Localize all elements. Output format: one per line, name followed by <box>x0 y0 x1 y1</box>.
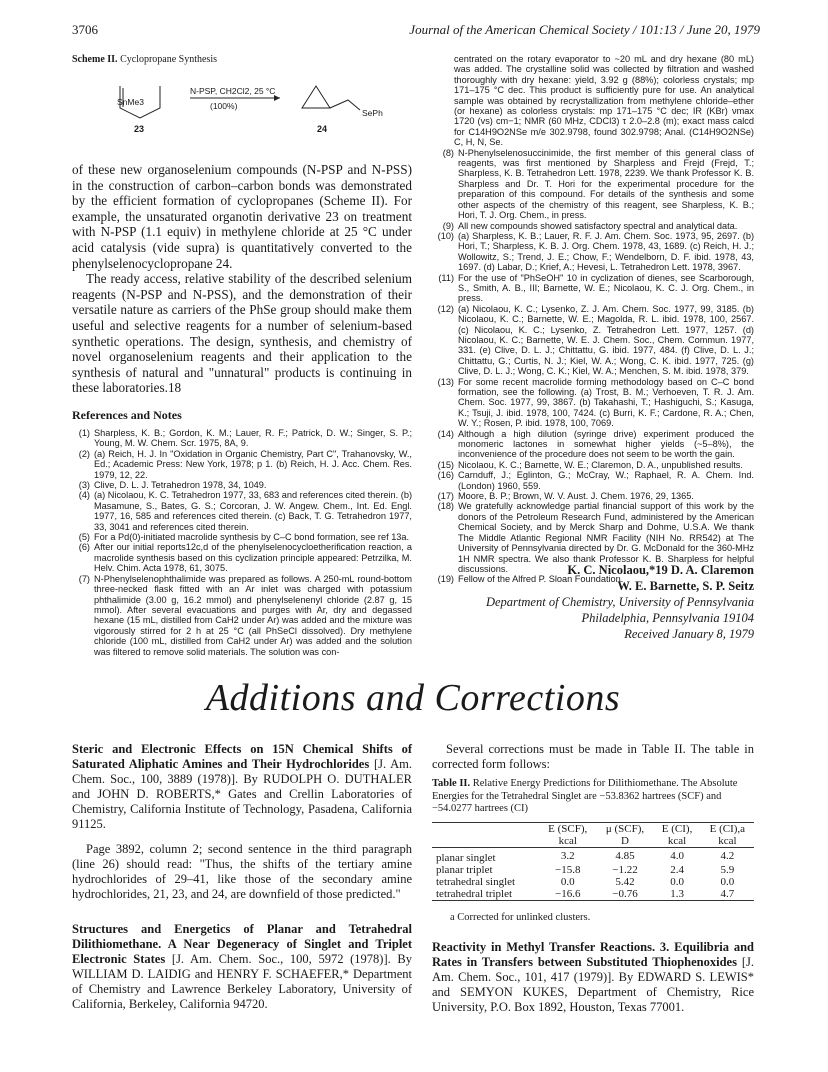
table-caption <box>432 778 754 816</box>
reference-number: (6) <box>78 542 90 553</box>
reference-item <box>72 574 412 657</box>
column-header: E (SCF), <box>548 823 588 835</box>
left-references <box>72 428 412 657</box>
reference-text: N-Phenylselenophthalimide was prepared as follows. A 250-mL round-bottom three-necked flask fitted with an Ar inlet was charged with potassium phthalimide (3.00 g, 16.2 mmol) and phenylselenenyl chloride (2.87 g, 15 mmol). After several evacuations and purges with Ar, dry and degassed hexane (15 mL, distilled from CaH2 under Ar) was added and the mixture was vigorously stirred for 2 h at 25 °C (all PhSeCl dissolved). Dry methylene chloride (100 mL, distilled from CaH2 under Ar) was added and the solution was filtered to remove solid materials. The solution was con- <box>94 573 412 657</box>
table-cell: 0.0 <box>670 876 684 888</box>
reference-text: For some recent macrolide forming methodology based on C–C bond formation, see the following. (a) Trost, B. M.; Verhoeven, T. R. J. Am. Chem. Soc. 1977, 99, 3867. (b) Takahashi, T.; Hashiguchi, S.; Kasuga, K.; Tsuji, J. ibid. 1978, 100, 7424. (c) Burri, K. F.; Cardone, R. A.; Chen, W. Y.; Rosen, P. ibid. 1978, 100, 7069. <box>458 376 754 429</box>
table-cell: −15.8 <box>555 864 581 876</box>
table-units-row <box>432 835 754 848</box>
reference-item <box>72 428 412 449</box>
reference-number: (16) <box>437 470 454 481</box>
reference-number: (2) <box>78 448 90 459</box>
row-label: tetrahedral triplet <box>436 888 513 900</box>
table-cell: 4.85 <box>615 850 635 862</box>
energy-table <box>432 822 754 901</box>
reference-number: (11) <box>438 272 454 283</box>
table-caption-label: Table II. <box>432 778 471 789</box>
left-body-text <box>72 162 412 396</box>
reference-text: For the use of "PhSeOH" 10 in cyclization of dienes, see Scarborough, S., Smith, A. B., III; Barnette, W. E.; Nicolaou, K. C. J. Org. Chem., in press. <box>458 272 754 304</box>
table-cell: −0.76 <box>612 888 638 900</box>
row-label: tetrahedral singlet <box>436 876 516 888</box>
table-row <box>432 888 754 901</box>
reference-continuation: centrated on the rotary evaporator to ~20 mL and dry hexane (80 mL) was added. The crystalline solid was collected by filtration and washed thoroughly with dry hexane: yield, 3.92 g (88%); colorless crystals; mp 171–175 °C dec. This product is sufficiently pure for use. An analytical sample was obtained by recrystallization from methylene chloride–ether (or hexane) as colorless crystals: mp 171–175 °C dec; IR (KBr) νmax 1720 (vs) cm−1; NMR (60 MHz, CDCl3) τ 2.0–2.8 (m); exact mass calcd for C14H9O2NSe m/e 302.9798, found 302.9798; Anal. (C14H9O2NSe) C, H, N, Se. <box>454 54 754 148</box>
reference-text: Fellow of the Alfred P. Sloan Foundation. <box>458 574 624 585</box>
reference-item <box>432 377 754 429</box>
references-heading: References and Notes <box>72 408 182 422</box>
reference-number: (8) <box>442 147 454 158</box>
reference-item <box>432 304 754 377</box>
reference-number: (17) <box>437 491 454 502</box>
correction-3-title: Reactivity in Methyl Transfer Reactions. 3. Equilibria and Rates in Transfers between Substituted Thiophenoxides <box>432 940 754 969</box>
page-number: 3706 <box>72 22 98 37</box>
reference-number: (12) <box>437 303 454 314</box>
substituent-left: SnMe3 <box>117 97 144 107</box>
column-header: E (CI),a <box>709 823 746 835</box>
table-row <box>432 848 754 865</box>
reaction-yield: (100%) <box>210 101 238 111</box>
correction-2-body: Several corrections must be made in Table II. The table in corrected form follows: <box>432 742 754 771</box>
column-unit: D <box>621 835 629 847</box>
table-cell: 2.4 <box>670 864 684 876</box>
correction-1 <box>72 742 412 902</box>
reference-text: For a Pd(0)-initiated macrolide synthesis by C–C bond formation, see ref 13a. <box>94 532 410 543</box>
table-row <box>432 876 754 888</box>
correction-1-citation: [J. Am. Chem. Soc., 100, 3889 (1978)]. By RUDOLPH O. DUTHALER and JOHN D. ROBERTS,* Gates and Crellin Laboratories of Chemistry, California Institute of Technology, Pasadena, California 91125. <box>72 757 413 831</box>
table-header-row <box>432 823 754 836</box>
table-cell: 0.0 <box>560 876 575 888</box>
correction-3 <box>432 940 754 1015</box>
authors-line-1: K. C. Nicolaou,*19 D. A. Claremon <box>567 563 754 577</box>
reference-text: All new compounds showed satisfactory spectral and analytical data. <box>458 220 738 231</box>
reference-item <box>432 148 754 221</box>
reference-number: (14) <box>437 428 454 439</box>
column-unit: kcal <box>558 835 577 847</box>
column-unit: kcal <box>718 835 737 847</box>
reference-item <box>432 231 754 273</box>
correction-2-title: Structures and Energetics of Planar and Tetrahedral Dilithiomethane. A Near Degeneracy of Singlet and Triplet Electronic States <box>72 922 412 966</box>
scheme-title <box>72 54 217 65</box>
table-caption-text: Relative Energy Predictions for Dilithiomethane. The Absolute Energies for the Tetrahedral Singlet are −53.8362 hartrees (SCF) and −54.0277 hartrees (CI) <box>432 778 738 814</box>
reference-item <box>72 542 412 573</box>
reference-text: We gratefully acknowledge partial financial support of this work by the donors of the Petroleum Research Fund, administered by the American Chemical Society, and by Merck Sharp and Dohme, U.S.A. We thank The Middle Atlantic Regional NMR Facility (NIH No. RR542) at The University of Pennsylvania directed by Dr. G. McDonald for the 360-MHz 1H NMR spectra. We also thank Professor K. B. Sharpless for helpful discussions. <box>458 501 754 574</box>
table-cell: 4.2 <box>720 850 735 862</box>
reference-text: (a) Nicolaou, K. C. Tetrahedron 1977, 33, 683 and references cited therein. (b) Masamune, S., Bates, G. S.; Corcoran, J. W. Angew. Chem., Int. Ed. Engl. 1977, 16, 585 and references cited therein. (c) Back, T. G. Tetrahedron 1977, 33, 3041 and references cited therein. <box>94 490 413 532</box>
table-cell: −16.6 <box>555 888 581 900</box>
reference-number: (4) <box>78 490 90 501</box>
table-cell: 5.42 <box>615 876 635 888</box>
reference-number: (5) <box>78 532 90 543</box>
correction-2-citation: [J. Am. Chem. Soc., 100, 5972 (1978)]. By WILLIAM D. LAIDIG and HENRY F. SCHAEFER,* Department of Chemistry and Lawrence Berkeley Laboratory, University of California, Berkeley, California 94720. <box>72 952 412 1011</box>
reference-item <box>72 490 412 532</box>
paragraph-2: The ready access, relative stability of the described selenium reagents (N-PSP and N-PSS), and the demonstration of their versatile nature as carriers of the PhSe group should make them useful and selective reagents for a number of selenium-based synthetic operations. The design, synthesis, and chemistry of novel organoselenium reagents and their application to the synthesis of natural and "unnatural" products is continuing in these laboratories.18 <box>72 271 412 396</box>
reference-text: Although a high dilution (syringe drive) experiment produced the monomeric lactones in somewhat higher yields (~5–8%), the inconvenience of the procedure does not seem to be worth the gain. <box>458 428 754 460</box>
reference-number: (10) <box>437 230 454 241</box>
reference-item <box>432 429 754 460</box>
author-block <box>432 562 754 642</box>
reference-text: (a) Reich, H. J. In "Oxidation in Organic Chemistry, Part C", Trahanovsky, W., Ed.; Academic Press: New York, 1978; p 1. (b) Reich, H. J. Acc. Chem. Res. 1979, 12, 22. <box>94 448 412 480</box>
reference-text: (a) Nicolaou, K. C.; Lysenko, Z. J. Am. Chem. Soc. 1977, 99, 3185. (b) Nicolaou, K. C.; Barnette, W. E.; Magolda, R. L. ibid. 1978, 100, 2567. (c) Nicolaou, K. C.; Lysenko, Z. Tetrahedron Lett. 1977, 1257. (d) Nicolaou, K. C.; Barnette, W. E. J. Chem. Soc., Chem. Commun. 1977, 331. (e) Clive, D. L. J.; Chittattu, G. ibid. 1977, 484. (f) Clive, D. L. J.; Chittattu, G.; Curtis, N. J.; Kiel, W. A.; Wong, C. K. ibid. 1977, 725. (g) Clive, D. L. J.; Wong, C. K.; Kiel, W. A.; Menchen, S. M. ibid. 1978, 379. <box>458 303 754 377</box>
affiliation-line-1: Department of Chemistry, University of Pennsylvania <box>485 595 754 609</box>
affiliation-line-2: Philadelphia, Pennsylvania 19104 <box>581 611 754 625</box>
reference-item <box>432 221 754 231</box>
reference-text: Carnduff, J.; Eglinton, G.; McCray, W.; Raphael, R. A. Chem. Ind. (London) 1960, 559. <box>458 470 754 491</box>
reference-item <box>432 491 754 501</box>
reference-text: After our initial reports12c,d of the phenylselenocycloetherification reaction, a macrolide synthesis based on this cyclization principle appeared: Petrzilka, M. Helv. Chim. Acta 1978, 61, 3075. <box>94 542 412 574</box>
correction-1-body: Page 3892, column 2; second sentence in the third paragraph (line 26) should read: "Thus, the shifts of the tertiary amine hydrochlorides of 29–41, like those of the secondary amine hydrochlorides, 21, 23, and 24, are downfield of those predicted." <box>72 842 412 901</box>
correction-1-title: Steric and Electronic Effects on 15N Chemical Shifts of Saturated Aliphatic Amines and Their Hydrochlorides <box>72 742 412 771</box>
table-cell: 1.3 <box>670 888 684 900</box>
table-row <box>432 864 754 876</box>
compound-label-23: 23 <box>134 124 145 134</box>
reference-number: (18) <box>437 501 454 512</box>
correction-3-citation: [J. Am. Chem. Soc., 101, 417 (1979)]. By EDWARD S. LEWIS* and SEMYON KUKES, Department of Chemistry, Rice University, P.O. Box 1892, Houston, Texas 77001. <box>432 955 754 1014</box>
reference-number: (1) <box>78 428 90 438</box>
correction-2 <box>72 922 412 1012</box>
reference-text: Moore, B. P.; Brown, W. V. Aust. J. Chem. 1976, 29, 1365. <box>458 491 694 502</box>
authors-line-2: W. E. Barnette, S. P. Seitz <box>617 579 754 593</box>
paragraph-1: of these new organoselenium compounds (N-PSP and N-PSS) in the construction of carbon–carbon bonds was demonstrated by the efficient formation of cyclopropanes (Scheme II). For example, the unsaturated organotin derivative 23 on treatment with N-PSP (1.1 equiv) in methylene chloride at 25 °C under acid catalysis (vide supra) is quantitatively converted to the phenylselenocyclopropane 24. <box>72 162 412 271</box>
table-cell: 0.0 <box>720 876 735 888</box>
column-header: E (CI), <box>661 823 693 835</box>
row-label: planar singlet <box>436 852 496 864</box>
running-header: Journal of the American Chemical Society / 101:13 / June 20, 1979 <box>409 22 760 37</box>
table-footnote: a Corrected for unlinked clusters. <box>450 912 591 923</box>
scheme-title-label: Scheme II. <box>72 54 118 65</box>
reference-item <box>432 460 754 470</box>
table-cell: −1.22 <box>612 864 638 876</box>
received-date: Received January 8, 1979 <box>624 627 754 641</box>
reference-text: Clive, D. L. J. Tetrahedron 1978, 34, 1049. <box>94 480 267 491</box>
compound-24-structure <box>302 86 360 110</box>
row-label: planar triplet <box>436 864 493 876</box>
reference-number: (3) <box>78 480 90 491</box>
reference-text: Sharpless, K. B.; Gordon, K. M.; Lauer, R. F.; Patrick, D. W.; Singer, S. P.; Young, M. W. Chem. Scr. 1975, 8A, 9. <box>94 428 412 449</box>
reference-item <box>72 449 412 480</box>
reference-number: (13) <box>437 376 454 387</box>
reference-item <box>432 273 754 304</box>
column-header: μ (SCF), <box>605 823 645 835</box>
reference-number: (9) <box>442 220 454 231</box>
reference-number: (19) <box>437 574 454 585</box>
column-unit: kcal <box>667 835 687 847</box>
table-cell: 4.7 <box>720 888 735 900</box>
compound-label-24: 24 <box>317 124 328 134</box>
reference-number: (15) <box>437 459 454 470</box>
section-title: Additions and Corrections <box>205 677 621 719</box>
table-cell: 5.9 <box>720 864 735 876</box>
reference-number: (7) <box>78 573 90 584</box>
substituent-right: SePh <box>362 108 383 118</box>
right-references <box>432 54 754 585</box>
reference-text: N-Phenylselenosuccinimide, the first member of this general class of reagents, was first mentioned by Sharpless and Frejd (Frejd, T.; Sharpless, K. B. Tetrahedron Lett. 1978, 2239. We thank Professor K. B. Sharpless and Dr. T. Hori for the experimental procedure for the preparation of this compound. For details of the synthesis and some other aspects of the chemistry of this reagent, see Sharpless, K. B.; Hori, T. J. Org. Chem., in press. <box>458 147 754 221</box>
table-cell: 4.0 <box>670 850 684 862</box>
reference-text: (a) Sharpless, K. B.; Lauer, R. F. J. Am. Chem. Soc. 1973, 95, 2697. (b) Hori, T.; Sharpless, K. B. J. Org. Chem. 1978, 43, 1689. (c) Reich, H. J.; Wollowitz, S.; Trend, J. E.; Chow, F.; Wendelborn, D. F. ibid. 1978, 43, 1697. (d) Labar, D.; Krief, A.; Hevesi, L. Tetrahedron Lett. 1978, 3967. <box>458 230 754 273</box>
table-cell: 3.2 <box>560 850 575 862</box>
reaction-conditions: N-PSP, CH2Cl2, 25 °C <box>190 86 276 96</box>
scheme-title-text: Cyclopropane Synthesis <box>117 54 217 65</box>
reference-item <box>72 480 412 490</box>
reference-item <box>432 470 754 491</box>
reference-item <box>72 532 412 542</box>
reference-text: Nicolaou, K. C.; Barnette, W. E.; Claremon, D. A., unpublished results. <box>458 459 743 470</box>
